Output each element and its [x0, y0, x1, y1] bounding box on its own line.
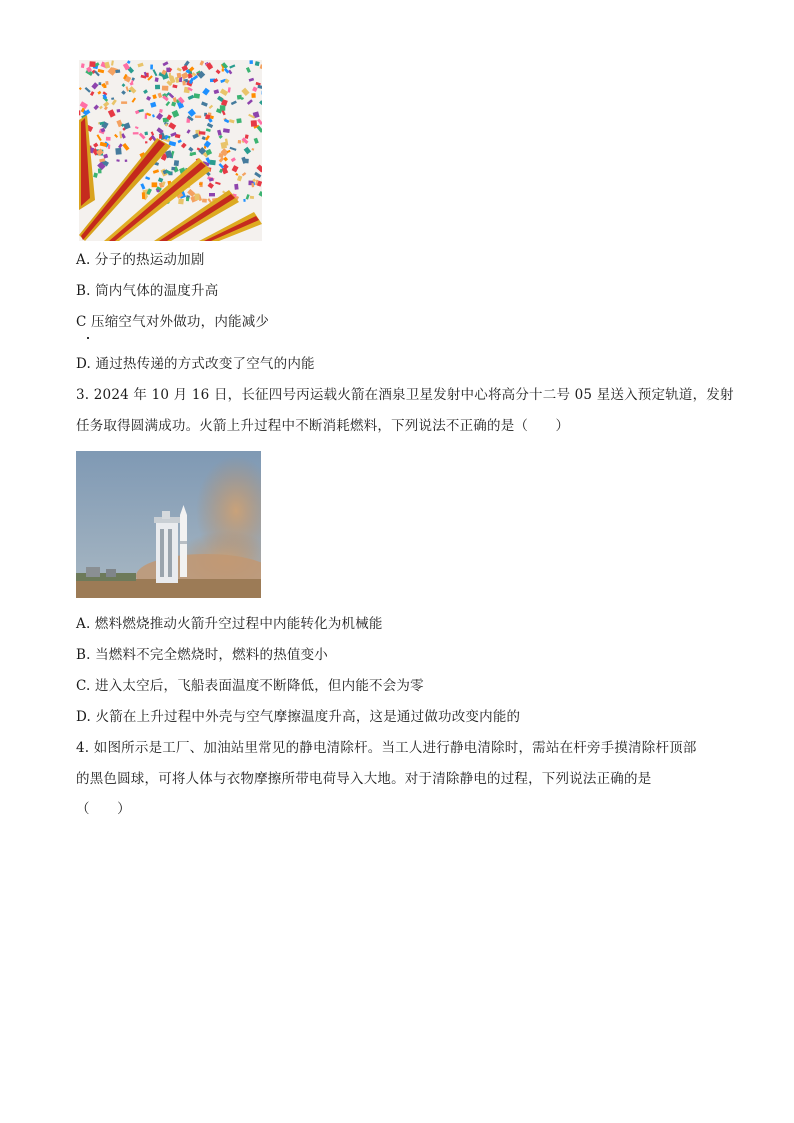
confetti-piece: [142, 192, 145, 199]
confetti-piece: [133, 132, 139, 134]
confetti-piece: [108, 145, 110, 149]
q4-stem-line-2: 的黑色圆球，可将人体与衣物摩擦所带电荷导入大地。对于清除静电的过程，下列说法正确的是: [76, 771, 652, 787]
confetti-piece: [171, 167, 175, 171]
confetti-piece: [234, 184, 238, 190]
party-popper-image: [79, 60, 262, 241]
confetti-piece: [243, 199, 245, 202]
confetti-piece: [209, 193, 215, 196]
confetti-piece: [186, 197, 189, 201]
confetti-piece: [251, 120, 257, 126]
confetti-piece: [178, 199, 184, 205]
confetti-piece: [210, 160, 216, 166]
confetti-piece: [150, 65, 153, 70]
confetti-piece: [205, 114, 210, 119]
confetti-piece: [117, 109, 121, 112]
confetti-piece: [144, 132, 148, 136]
confetti-piece: [115, 70, 120, 74]
confetti-piece: [199, 131, 206, 135]
q4-stem-line-3: （ ）: [76, 801, 131, 817]
confetti-piece: [190, 152, 193, 156]
confetti-piece: [220, 105, 226, 110]
confetti-piece: [79, 110, 80, 115]
confetti-piece: [106, 137, 111, 141]
confetti-piece: [193, 93, 200, 98]
confetti-piece: [238, 140, 241, 144]
confetti-piece: [89, 61, 95, 67]
confetti-piece: [115, 148, 121, 155]
confetti-piece: [125, 160, 128, 162]
confetti-piece: [162, 86, 169, 91]
confetti-piece: [105, 81, 108, 85]
q3-option-c: C. 进入太空后，飞船表面温度不断降低，但内能不会为零: [76, 678, 424, 694]
confetti-piece: [177, 73, 182, 78]
q2-option-b: B. 筒内气体的温度升高: [76, 283, 219, 299]
confetti-piece: [250, 60, 253, 64]
confetti-piece: [236, 118, 241, 123]
confetti-piece: [155, 85, 160, 90]
confetti-piece: [159, 135, 162, 139]
confetti-piece: [222, 69, 224, 72]
confetti-piece: [251, 93, 255, 98]
confetti-piece: [98, 168, 102, 173]
rocket-launch-image: [76, 451, 261, 598]
q2-option-d: D. 通过热传递的方式改变了空气的内能: [76, 356, 315, 372]
q3-stem-line-2: 任务取得圆满成功。火箭上升过程中不断消耗燃料，下列说法不正确的是（ ）: [76, 418, 570, 434]
q3-option-b: B. 当燃料不完全燃烧时，燃料的热值变小: [76, 647, 329, 663]
confetti-piece: [182, 81, 186, 86]
confetti-piece: [166, 68, 170, 73]
confetti-piece: [121, 101, 127, 104]
q2-option-a: A. 分子的热运动加剧: [76, 252, 205, 268]
q4-stem-line-1: 4. 如图所示是工厂、加油站里常见的静电清除杆。当工人进行静电清除时，需站在杆旁手摸清除杆顶部: [76, 740, 697, 756]
confetti-piece: [152, 182, 158, 187]
q3-stem-line-1: 3. 2024 年 10 月 16 日，长征四号丙运载火箭在酒泉卫星发射中心将高分十二号 05 星送入预定轨道，发射: [76, 387, 734, 403]
confetti-piece: [244, 159, 249, 164]
stray-dot: [87, 337, 89, 339]
q2-option-c: C 压缩空气对外做功，内能减少: [76, 314, 270, 330]
confetti-piece: [195, 116, 201, 119]
q3-option-d: D. 火箭在上升过程中外壳与空气摩擦温度升高，这是通过做功改变内能的: [76, 709, 521, 725]
confetti-piece: [202, 199, 207, 203]
confetti-piece: [237, 95, 242, 100]
confetti-piece: [194, 194, 199, 201]
confetti-piece: [250, 196, 254, 199]
confetti-piece: [145, 141, 147, 143]
q3-option-a: A. 燃料燃烧推动火箭升空过程中内能转化为机械能: [76, 616, 383, 632]
confetti-piece: [98, 82, 101, 85]
confetti-piece: [199, 182, 202, 185]
confetti-piece: [174, 160, 179, 166]
